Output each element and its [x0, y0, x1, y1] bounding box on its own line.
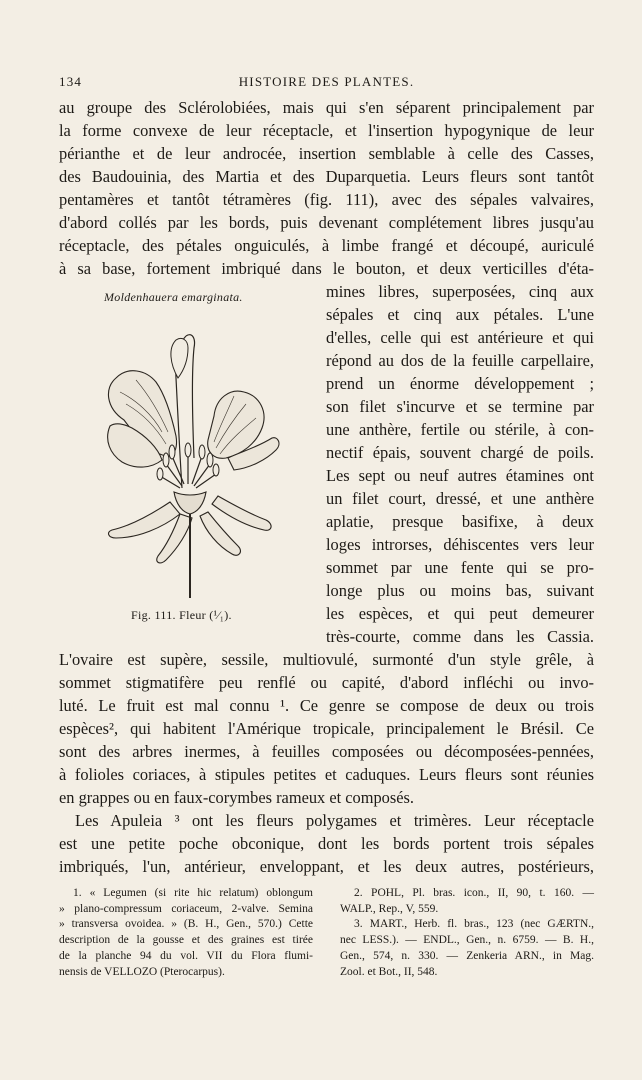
body-line: son filet s'incurve et se termine par	[326, 397, 594, 416]
running-head: HISTOIRE DES PLANTES.	[238, 74, 415, 89]
body-line: à folioles coriaces, à stipules petites et caduques. Leurs fleurs sont réunies	[59, 765, 594, 784]
body-line: à sa base, fortement imbriqué dans le bouton, et deux verticilles d'éta-	[59, 259, 594, 278]
body-line: très-courte, comme dans les Cassia.	[326, 627, 594, 646]
body-line: aplatie, presque basifixe, à deux	[326, 512, 594, 531]
body-line: mines libres, superposées, cinq aux	[326, 282, 594, 301]
body-line: répond au dos de la feuille carpellaire,	[326, 351, 594, 370]
body-line: au groupe des Sclérolobiées, mais qui s'en séparent principalement par	[59, 98, 594, 117]
body-line: les espèces, et qui peut demeurer	[326, 604, 594, 623]
figure-label: Fig. 111. Fleur (¹⁄₁).	[131, 608, 232, 622]
body-line: loges introrses, déhiscentes vers leur	[326, 535, 594, 554]
footnote-line: de la planche 94 du vol. VII du Flora flumi-	[59, 949, 313, 962]
body-line: prend un énorme développement ;	[326, 374, 594, 393]
body-line: sont des arbres inermes, à feuilles composées ou décomposées-pennées,	[59, 742, 594, 761]
body-line: sépales et cinq aux pétales. L'une	[326, 305, 594, 324]
body-line: est une petite poche obconique, dont les bords portent trois sépales	[59, 834, 594, 853]
body-line: la forme convexe de leur réceptacle, et l'insertion hypogynique de leur	[59, 121, 594, 140]
page-number: 134	[59, 74, 83, 89]
body-line: sommet stigmatifère peu renflé ou capité, d'abord infléchi ou invo-	[59, 673, 594, 692]
footnote-line: nec LESS.). — ENDL., Gen., n. 6759. — B. H.,	[340, 934, 594, 947]
footnote-line: 2. POHL, Pl. bras. icon., II, 90, t. 160. —	[354, 887, 594, 899]
body-line: longe plus ou moins bas, suivant	[326, 581, 594, 600]
footnote-line: » transversa ovoidea. » (B. H., Gen., 570.) Cette	[59, 918, 313, 931]
footnote-line: 3. MART., Herb. fl. bras., 123 (nec GÆRTN.,	[354, 918, 594, 931]
figure-title: Moldenhauera emarginata.	[104, 290, 243, 304]
body-line: espèces², qui habitent l'Amérique tropicale, principalement le Brésil. Ce	[59, 719, 594, 738]
footnote-line: » plano-compressum coriaceum, 2-valve. Semina	[59, 902, 313, 915]
body-line: sommet par une fente qui se pro-	[326, 558, 594, 577]
body-line: L'ovaire est supère, sessile, multiovulé, surmonté d'un style grêle, à	[59, 650, 594, 669]
body-line: Les Apuleia ³ ont les fleurs polygames et trimères. Leur réceptacle	[75, 811, 594, 830]
footnotes-right	[340, 886, 594, 980]
page-header	[59, 74, 594, 94]
body-line: Les sept ou neuf autres étamines ont	[326, 466, 594, 485]
body-line: luté. Le fruit est mal connu ¹. Ce genre se compose de deux ou trois	[59, 696, 594, 715]
flower-illustration	[96, 308, 291, 603]
footnote-line: WALP., Rep., V, 559.	[340, 902, 439, 915]
body-line: des Baudouinia, des Martia et des Duparquetia. Leurs fleurs sont tantôt	[59, 167, 594, 186]
body-line: périanthe et de leur androcée, insertion semblable à celle des Casses,	[59, 144, 594, 163]
body-line: une anthère, fertile ou stérile, à con-	[326, 420, 594, 439]
footnote-line: nensis de VELLOZO (Pterocarpus).	[59, 965, 225, 978]
body-line: un filet court, dressé, et une anthère	[326, 489, 594, 508]
body-line: nectif épais, souvent chargé de poils.	[326, 443, 594, 462]
footnote-line: 1. « Legumen (si rite hic relatum) oblongum	[73, 887, 313, 899]
body-line: pentamères et tantôt tétramères (fig. 111), avec des sépales valvaires,	[59, 190, 594, 209]
footnote-line: Zool. et Bot., II, 548.	[340, 965, 438, 978]
footnotes-left	[59, 886, 313, 980]
body-line: d'abord collés par les bords, puis devenant complétement libres jusqu'au	[59, 213, 594, 232]
body-line: en grappes ou en faux-corymbes rameux et composés.	[59, 788, 415, 807]
body-line: réceptacle, des pétales onguiculés, à limbe frangé et découpé, auriculé	[59, 236, 594, 255]
footnote-line: Gen., 574, n. 330. — Zenkeria ARN., in Mag.	[340, 949, 594, 962]
body-line: imbriqués, l'un, antérieur, enveloppant, et les deux autres, postérieurs,	[59, 857, 594, 876]
body-line: d'elles, celle qui est antérieure et qui	[326, 328, 594, 347]
footnote-line: description de la gousse et des graines est tirée	[59, 934, 313, 947]
